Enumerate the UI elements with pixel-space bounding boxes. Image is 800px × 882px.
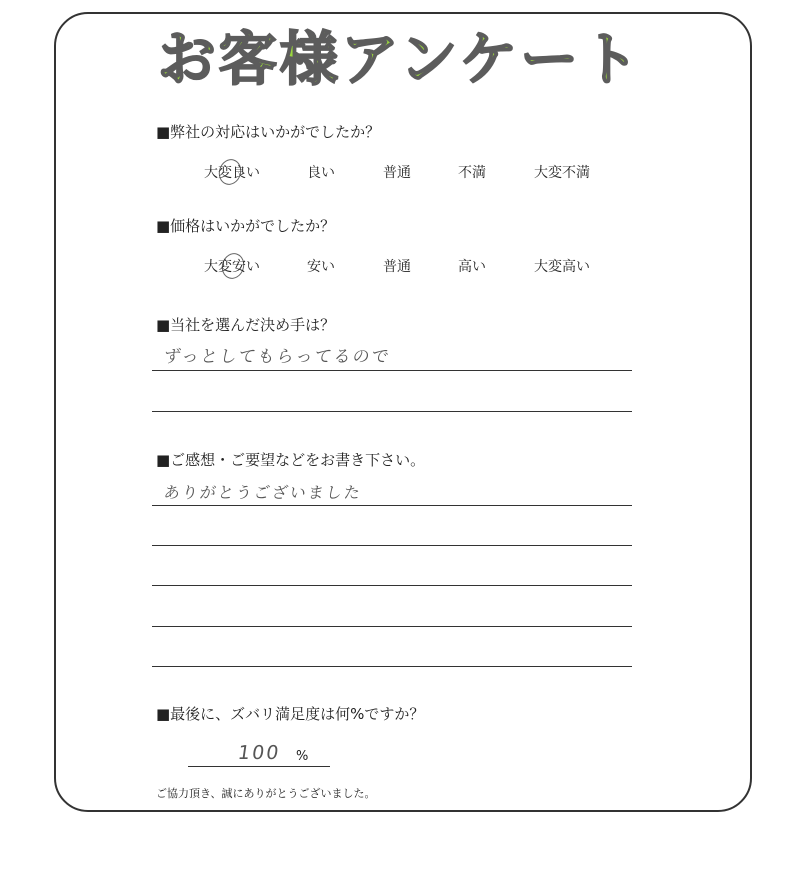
question-reason: ■当社を選んだ決め手は？: [156, 316, 336, 334]
option-price-very-cheap[interactable]: 大変安い: [204, 259, 260, 275]
answer-line: [152, 666, 632, 667]
question-satisfaction: ■最後に、ズバリ満足度は何%ですか？: [156, 705, 425, 723]
option-price-expensive[interactable]: 高い: [458, 259, 486, 275]
answer-line: [152, 545, 632, 546]
question-price: ■価格はいかがでしたか？: [156, 217, 336, 235]
percent-unit: %: [296, 749, 309, 764]
answer-line: [152, 505, 632, 506]
option-service-dissatisfied[interactable]: 不満: [458, 165, 486, 181]
option-service-very-good[interactable]: 大変良い: [204, 165, 260, 181]
question-comments: ■ご感想・ご要望などをお書き下さい。: [156, 451, 426, 469]
option-price-normal[interactable]: 普通: [383, 259, 411, 275]
answer-line: [152, 626, 632, 627]
thank-you-note: ご協力頂き、誠にありがとうございました。: [156, 787, 376, 800]
option-price-cheap[interactable]: 安い: [307, 259, 335, 275]
answer-line: [152, 585, 632, 586]
option-service-normal[interactable]: 普通: [383, 165, 411, 181]
answer-line: [152, 411, 632, 412]
option-price-very-expensive[interactable]: 大変高い: [534, 259, 590, 275]
answer-line: [152, 370, 632, 371]
handwritten-reason: ずっとしてもらってるので: [162, 347, 393, 367]
page-title: お客様アンケート: [157, 25, 643, 93]
handwritten-satisfaction-value: 100: [236, 742, 282, 764]
option-service-very-dissatisfied[interactable]: 大変不満: [534, 165, 590, 181]
satisfaction-line: [188, 766, 330, 767]
question-service: ■弊社の対応はいかがでしたか？: [156, 123, 381, 141]
handwritten-comments: ありがとうございました: [162, 483, 364, 502]
option-service-good[interactable]: 良い: [307, 165, 335, 181]
